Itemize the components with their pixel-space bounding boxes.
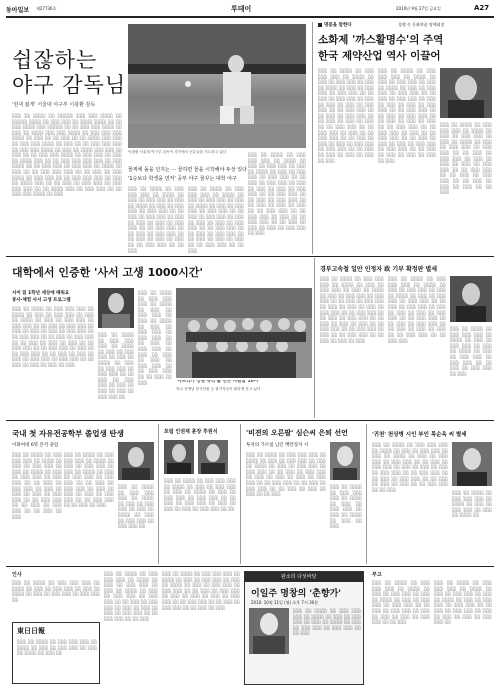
event-ad-title: 이일주 명창의 '춘향가' (251, 589, 342, 599)
story-quote-2: '1승보다 학생을 먼저' 공부 야구 꿈꾸는 대학 야구 (128, 176, 237, 182)
bottom-right-headline: '귀천' 천상병 시인 부인 목순옥 씨 별세 (372, 432, 467, 438)
lead-body-col-1: ░░░ ░░ ░░░░ ░░ ░░░░░ ░░░ ░░░ ░░░░ ░░ ░░░░░ ░░░░ ░░ ░░░ ░░░ ░░ ░░░░ ░░░░ ░░ ░░ ░░░ ░░░░ ░░░ ░░░░░ ░░ ░░ ░░░ ░░░ ░░░░ ░░ ░░░ ░░ ░░░░ ░░░ ░░░ ░░░░ ░░ ░░░ ░░░ ░░░ ░░░░ ░░ ░░░ ░░ ░░ ░░░ ░░ ░░ ░░░░ ░░░ ░░░ ░░ ░░░ ░░░ ░░░░ ░░ ░░░ ░░ ░░ ░░░ ░░░ ░░░ ░░ ░░░ ░░░ ░░░░ ░░ ░░░ ░░ ░░░░ ░░░ ░░░ ░░ ░░░ ░░ ░░ ░░░ ░░░ ░░░░ ░░ ░░░ ░░░ ░░ ░░░ ░░ ░░░░ ░░░ ░░ ░░ ░░░ ░░░ ░░░ ░░░ ░░ ░░░ ░░░░ ░░ ░░ ░░░ ░░░ ░░ ░░░ ░░░ ░░ ░░░░ ░░ ░░░ ░░ ░░ ░░░ ░░░ ░░░ ░░ ░░ ░░░ ░░ ░░░ ░░░░ ░░ ░░░ ░░░ ░░ ░░ ░░░ ░░░ ░░░ ░░ ░░░ ░░ ░░░░ ░░░ ░░ ░░ ░░░ ░░ ░░░ ░░░ ░░ ░░░ ░░░ ░░░ ░░ ░░ ░░░░ ░░░ ░░ ░░░ ░░░ ░░ ░░ ░░░ ░░░ ░░░░ ░░ ░░░ (12, 113, 122, 197)
issue-date: 2010년 9월 27일 금요일 (396, 6, 441, 11)
page-number: A27 (474, 4, 490, 12)
brand-ad-title: 東日日報 (17, 627, 45, 635)
bottom-mid2-subhead: 투자의 가르침 남긴 백만장자 서 (246, 443, 309, 448)
middle-caption-body: 학교 선생님 봉사단원 등 참가자들이 환하게 웃고 있다 (176, 387, 261, 391)
divider-v-5 (366, 424, 367, 564)
column-headline-2: 한국 제약산업 역사 이끌어 (318, 50, 441, 62)
lead-photo-image (128, 24, 306, 148)
column-body-3: ░░░ ░░ ░░░░ ░░ ░░░ ░░░ ░░░ ░░ ░░░░ ░░ ░░░ ░░ ░░░ ░░░ ░░ ░░░ ░░ ░░░░ ░░ ░░░ ░░ ░░░ ░░░ ░░ ░░░ ░░░ ░░ ░░ ░░░ ░░ ░░░ ░░░ ░░ ░░░ ░░ ░░░ ░░ ░░░ ░░ ░░░ ░░░ ░░ ░░ ░░░ ░░░ ░░ ░░ ░░░ ░░ ░░░ ░░░ ░░ ░░ ░░░ ░░ ░░░ ░░ ░░░ ░░ ░░ ░░░ (440, 122, 492, 195)
column-headline-1: 소화제 '까스활명수'의 주역 (318, 34, 444, 46)
obit-body-1: ░░░ ░░ ░░░░ ░░ ░░░ ░░░ ░░░ ░░ ░░░░ ░░ ░░░ ░░ ░░░ ░░░ ░░ ░░░ ░░ ░░░░ ░░ ░░░ ░░ ░░░ ░░░ ░░ ░░░ ░░░ ░░ ░░ ░░░ ░░ ░░░ ░░░ ░░ ░░░ ░░ ░░░ ░░ ░░░ ░░ ░░░ ░░░ ░░ ░░ ░░░ (372, 580, 430, 625)
event-ad-photo (249, 608, 289, 654)
paper-name: 동아일보 (6, 7, 30, 14)
bottom-left-body-1: ░░░ ░░ ░░░░ ░░ ░░░ ░░░ ░░░ ░░ ░░░░ ░░ ░░░ ░░ ░░░ ░░░ ░░ ░░░ ░░ ░░░░ ░░ ░░░ ░░ ░░░ ░░░ ░░ ░░░ ░░░ ░░ ░░ ░░░ ░░ ░░░ ░░░ ░░ ░░░ ░░ ░░░ ░░ ░░░ ░░ ░░░ ░░░ ░░ ░░ ░░░ ░░░ ░░ ░░ ░░░ ░░ ░░░ ░░░ ░░ ░░ ░░░ ░░ ░░░ (12, 452, 62, 519)
second-headline: 대학에서 인증한 '사서 고생 1000시간' (12, 266, 203, 279)
second-subhead-1: 서어 읽 1학년 세상에 배워요 (12, 291, 70, 296)
middle-caption-title: '아프리카 강원 유리'를 만든 사람들 10시 (176, 380, 259, 384)
footer-col-2: ░░░ ░░ ░░░░ ░░ ░░░ ░░░ ░░░ ░░ ░░░░ ░░ ░░░ ░░ ░░░ ░░░ ░░ ░░░ ░░ ░░░░ ░░ ░░░ ░░ ░░░ ░░░ ░░ ░░░ ░░░ ░░ ░░ ░░░ ░░ ░░░ ░░░ ░░ ░░░ ░░ ░░░ ░░ ░░░ ░░ ░░░ ░░░ ░░ ░░ ░░░ ░░░ ░░ ░░ ░░░ (104, 571, 158, 621)
divider-v-2 (314, 258, 315, 418)
bottom-mid1-headline: 포럼 인권재 훈장 후원식 (164, 429, 218, 435)
column-body-2: ░░░ ░░ ░░░░ ░░ ░░░ ░░░ ░░░ ░░ ░░░░ ░░ ░░░ ░░ ░░░ ░░░ ░░ ░░░ ░░ ░░░░ ░░ ░░░ ░░ ░░░ ░░░ ░░ ░░░ ░░░ ░░ ░░ ░░░ ░░ ░░░ ░░░ ░░ ░░░ ░░ ░░░ ░░ ░░░ ░░ ░░░ ░░░ ░░ ░░ ░░░ ░░░ ░░ ░░ ░░░ ░░ ░░░ ░░░ ░░ ░░ ░░░ ░░ ░░░ ░░ ░░░ ░░ ░░ ░░░ ░░░ ░░ ░░ ░░░ ░░░ ░░ ░░░ ░░ ░░ ░░░ ░░░ ░░ ░░ ░░░ ░░ ░░░ ░░ ░░░ ░░ ░░░ ░░░ ░░ ░░░ ░░░ ░░ ░░ ░░░ ░░ ░░░ ░░ ░░░ ░░ ░░░ ░░ ░░░ (378, 68, 436, 163)
section-title: 투데이 (231, 5, 252, 13)
divider-v-1 (312, 22, 313, 254)
bottom-mid1-portrait-2 (198, 440, 228, 474)
masthead-rule (6, 16, 494, 18)
right-middle-headline: 경부고속철 일안 인정자 政 기부 확정판 별세 (320, 266, 438, 273)
footer-col-3: ░░░ ░░ ░░░░ ░░ ░░░ ░░░ ░░░ ░░ ░░░░ ░░ ░░░ ░░ ░░░ ░░░ ░░ ░░░ ░░ ░░░░ ░░ ░░░ ░░ ░░░ ░░░ ░░ ░░░ ░░░ ░░ ░░ ░░░ ░░ ░░░ ░░░ ░░ ░░░ ░░ ░░░ ░░ ░░░ ░░ ░░░ ░░░ ░░ ░░ ░░░ ░░░ ░░ ░░ ░░░ ░░ ░░░ ░░░ ░░ ░░ ░░░ ░░ ░░░ (162, 571, 240, 610)
bottom-mid2-headline: '비젼의 오른팔' 심슨씨 은퇴 선언 (246, 429, 348, 437)
lead-headline-2: 야구 감독님 (12, 73, 127, 97)
lead-body-col-2: ░░░ ░░ ░░░░ ░░ ░░░ ░░░ ░░░ ░░ ░░░░ ░░ ░░░ ░░ ░░░ ░░░ ░░ ░░░ ░░ ░░░░ ░░ ░░░ ░░ ░░░ ░░░ ░░ ░░░ ░░░ ░░ ░░ ░░░ ░░ ░░░ ░░░ ░░ ░░░ ░░ ░░░ ░░ ░░░ ░░ ░░░ ░░░ ░░ ░░ ░░░ ░░░ ░░ ░░ ░░░ ░░ ░░░ ░░░ ░░ ░░ ░░░ ░░ ░░░ ░░ ░░░ ░░ ░░ ░░░ ░░░ ░░ ░░ ░░░ (128, 186, 184, 253)
obit-body-2: ░░░ ░░ ░░░░ ░░ ░░░ ░░░ ░░░ ░░ ░░░░ ░░ ░░░ ░░ ░░░ ░░░ ░░ ░░░ ░░ ░░░░ ░░ ░░░ ░░ ░░░ ░░░ ░░ ░░░ ░░░ ░░ ░░ ░░░ ░░ ░░░ ░░░ ░░ ░░░ ░░ ░░░ ░░ ░░░ ░░ ░░░ ░░░ ░░ (434, 580, 492, 625)
column-portrait (440, 68, 492, 118)
middle-photo (176, 288, 312, 378)
second-body-2: ░░░ ░░ ░░░░ ░░ ░░░ ░░░ ░░░ ░░ ░░░░ ░░ ░░░ ░░ ░░░ ░░░ ░░ ░░░ ░░ ░░░░ ░░ ░░░ ░░ ░░░ ░░░ ░░ ░░░ ░░░ ░░ ░░ ░░░ ░░ ░░░ ░░░ ░░ ░░░ ░░ ░░░ ░░ ░░░ ░░ ░░░ ░░░ ░░ (98, 332, 134, 399)
bottom-right-body-2: ░░░ ░░ ░░░░ ░░ ░░░ ░░░ ░░░ ░░ ░░░░ ░░ ░░░ ░░ ░░░ ░░░ ░░ ░░░ ░░ ░░░░ ░░ (452, 490, 492, 518)
kicker-right: 경쟁 속 동화약품 명예회장 (398, 22, 445, 27)
people-body: ░░░ ░░ ░░░░ ░░ ░░░ ░░░ ░░░ ░░ ░░░░ ░░ ░░░ ░░ ░░░ ░░░ ░░ ░░░ ░░ ░░░░ ░░ ░░░ ░░ ░░░ ░░░ ░░ ░░░ ░░░ ░░ (12, 580, 100, 602)
bottom-left-portrait (118, 442, 154, 480)
lead-photo (128, 24, 306, 148)
divider-h-1 (6, 256, 494, 257)
bottom-mid1-body: ░░░ ░░ ░░░░ ░░ ░░░ ░░░ ░░░ ░░ ░░░░ ░░ ░░░ ░░ ░░░ ░░░ ░░ ░░░ ░░ ░░░░ ░░ ░░░ ░░ ░░░ ░░░ ░░ ░░░ ░░░ ░░ ░░ ░░░ ░░ ░░░ ░░░ ░░ ░░░ ░░ ░░░ ░░ ░░░ ░░ ░░░ ░░░ ░░ ░░ (164, 478, 236, 511)
divider-h-3 (6, 566, 494, 567)
lead-subhead: '현대 젊게' 서울대 야구부 이광환 감독 (12, 102, 96, 108)
second-subhead-2: 봉사·체험 사서 고생 프로그램 (12, 298, 71, 303)
bottom-left-headline: 국내 첫 자유전공학부 졸업생 탄생 (12, 429, 124, 438)
event-ad-list: ░░░ ░░ ░░░░ ░░ ░░░ ░░░ ░░░ ░░ ░░░░ ░░ ░░░ ░░ ░░░ ░░░ ░░ ░░░ ░░ ░░░░ ░░ ░░░ ░░ ░░░ ░░░ ░░ ░░░ ░░░ ░░ ░░ ░░░ (293, 608, 361, 636)
divider-v-3 (158, 424, 159, 564)
bottom-mid2-body-2: ░░░ ░░ ░░░░ ░░ ░░░ ░░░ ░░░ ░░ ░░░░ ░░ ░░░ ░░ ░░░ ░░░ ░░ ░░░ ░░ ░░░░ ░░ ░░░ ░░ ░░░ (330, 484, 362, 529)
second-body-3: ░░░ ░░ ░░░░ ░░ ░░░ ░░░ ░░░ ░░ ░░░░ ░░ ░░░ ░░ ░░░ ░░░ ░░ ░░░ ░░ ░░░░ ░░ ░░░ ░░ ░░░ ░░░ ░░ ░░░ ░░░ ░░ ░░ ░░░ ░░ ░░░ ░░░ ░░ ░░░ ░░ ░░░ ░░ ░░░ ░░ ░░░ ░░░ ░░ ░░ ░░░ ░░░ ░░ ░░ ░░░ ░░ ░░░ (138, 290, 172, 385)
brand-ad (12, 622, 100, 684)
kicker-icon (318, 23, 322, 27)
event-ad (244, 571, 364, 685)
right-middle-portrait (450, 276, 492, 322)
right-middle-body-3: ░░░ ░░ ░░░░ ░░ ░░░ ░░░ ░░░ ░░ ░░░░ ░░ ░░░ ░░ ░░░ ░░░ ░░ ░░░ ░░ ░░░░ ░░ ░░░ ░░ ░░░ ░░░ ░░ ░░░ ░░░ ░░ ░░ ░░░ ░░ ░░░ ░░░ ░░ ░░░ (450, 326, 492, 376)
second-body-1: ░░░ ░░ ░░░░ ░░ ░░░ ░░░ ░░░ ░░ ░░░░ ░░ ░░░ ░░ ░░░ ░░░ ░░ ░░░ ░░ ░░░░ ░░ ░░░ ░░ ░░░ ░░░ ░░ ░░░ ░░░ ░░ ░░ ░░░ ░░ ░░░ ░░░ ░░ ░░░ ░░ ░░░ ░░ ░░░ ░░ ░░░ ░░░ ░░ ░░ ░░░ ░░░ ░░ ░░ ░░░ ░░ ░░░ ░░░ ░░ ░░ ░░░ ░░ ░░░ ░░ ░░░ ░░ ░░ ░░░ ░░░ ░░ ░░ ░░░ ░░░ ░░ ░░░ ░░ ░░ ░░░ ░░░ ░░ ░░ ░░░ ░░ ░░░ ░░ ░░░ ░░ ░░░ ░░░ ░░ ░░░ ░░░ ░░ ░░ ░░░ ░░ ░░░ ░░ ░░░ ░░ ░░░ (12, 306, 94, 367)
bottom-mid2-body-1: ░░░ ░░ ░░░░ ░░ ░░░ ░░░ ░░░ ░░ ░░░░ ░░ ░░░ ░░ ░░░ ░░░ ░░ ░░░ ░░ ░░░░ ░░ ░░░ ░░ ░░░ ░░░ ░░ ░░░ ░░░ ░░ ░░ ░░░ ░░ ░░░ ░░░ ░░ ░░░ ░░ ░░░ ░░ ░░░ ░░ ░░░ ░░░ ░░ ░░ ░░░ ░░░ ░░ ░░ ░░░ ░░ ░░░ ░░░ ░░ ░░ ░░░ ░░ ░░░ ░░ ░░░ ░░ ░░ ░░░ (246, 452, 326, 497)
divider-v-4 (240, 424, 241, 564)
bottom-right-portrait (452, 442, 492, 486)
people-label: 인사 (12, 572, 22, 578)
right-middle-body-1: ░░░ ░░ ░░░░ ░░ ░░░ ░░░ ░░░ ░░ ░░░░ ░░ ░░░ ░░ ░░░ ░░░ ░░ ░░░ ░░ ░░░░ ░░ ░░░ ░░ ░░░ ░░░ ░░ ░░░ ░░░ ░░ ░░ ░░░ ░░ ░░░ ░░░ ░░ ░░░ ░░ ░░░ ░░ ░░░ ░░ ░░░ ░░░ ░░ ░░ ░░░ ░░░ ░░ ░░ ░░░ ░░ ░░░ ░░░ ░░ ░░ ░░░ ░░ ░░░ ░░ ░░░ ░░ ░░ ░░░ ░░░ ░░ ░░ ░░░ ░░░ ░░ ░░░ ░░ ░░ ░░░ ░░░ ░░ ░░ ░░░ ░░ ░░░ ░░ ░░░ (320, 276, 384, 343)
event-ad-banner (245, 572, 363, 582)
right-middle-body-2: ░░░ ░░ ░░░░ ░░ ░░░ ░░░ ░░░ ░░ ░░░░ ░░ ░░░ ░░ ░░░ ░░░ ░░ ░░░ ░░ ░░░░ ░░ ░░░ ░░ ░░░ ░░░ ░░ ░░░ ░░░ ░░ ░░ ░░░ ░░ ░░░ ░░░ ░░ ░░░ ░░ ░░░ ░░ ░░░ ░░ ░░░ ░░░ ░░ ░░ ░░░ ░░░ ░░ ░░ ░░░ ░░ ░░░ ░░░ ░░ ░░ ░░░ ░░ ░░░ ░░ ░░░ ░░ ░░ ░░░ ░░░ ░░ ░░ ░░░ ░░░ (388, 276, 446, 343)
bottom-left-body-3: ░░░ ░░ ░░░░ ░░ ░░░ ░░░ ░░░ ░░ ░░░░ ░░ ░░░ ░░ ░░░ ░░░ ░░ ░░░ ░░ ░░░░ ░░ ░░░ ░░ ░░░ ░░░ ░░ ░░░ ░░░ ░░ (118, 484, 154, 529)
bottom-left-subhead: 이화여대 6명 본격 졸업 (12, 443, 59, 448)
kicker-bar (318, 22, 494, 29)
bottom-right-body-1: ░░░ ░░ ░░░░ ░░ ░░░ ░░░ ░░░ ░░ ░░░░ ░░ ░░░ ░░ ░░░ ░░░ ░░ ░░░ ░░ ░░░░ ░░ ░░░ ░░ ░░░ ░░░ ░░ ░░░ ░░░ ░░ ░░ ░░░ ░░ ░░░ ░░░ ░░ ░░░ ░░ ░░░ ░░ ░░░ ░░ ░░░ ░░░ ░░ ░░ ░░░ ░░░ ░░ ░░ ░░░ ░░ ░░░ ░░░ ░░ ░░ ░░░ ░░ ░░░ ░░ ░░░ ░░ ░░ ░░░ ░░░ ░░ ░░ ░░░ (372, 442, 448, 492)
lead-photo-caption: 이광환 서울대 야구부 감독이 경기에서 선수들을 지도하고 있다 (128, 150, 227, 154)
lead-body-col-3: ░░░ ░░ ░░░░ ░░ ░░░ ░░░ ░░░ ░░ ░░░░ ░░ ░░░ ░░ ░░░ ░░░ ░░ ░░░ ░░ ░░░░ ░░ ░░░ ░░ ░░░ ░░░ ░░ ░░░ ░░░ ░░ ░░ ░░░ ░░ ░░░ ░░░ ░░ ░░░ ░░ ░░░ ░░ ░░░ ░░ ░░░ ░░░ ░░ ░░ ░░░ ░░░ ░░ ░░ ░░░ ░░ ░░░ ░░░ ░░ ░░ ░░░ ░░ ░░░ ░░ ░░░ ░░ ░░ ░░░ ░░░ ░░ ░░ ░░░ (188, 186, 244, 253)
lead-body-col-4: ░░░ ░░ ░░░░ ░░ ░░░ ░░░ ░░░ ░░ ░░░░ ░░ ░░░ ░░ ░░░ ░░░ ░░ ░░░ ░░ ░░░░ ░░ ░░░ ░░ ░░░ ░░░ ░░ ░░░ ░░░ ░░ ░░ ░░░ ░░ ░░░ ░░░ ░░ ░░░ ░░ ░░░ ░░ ░░░ ░░ ░░░ ░░░ ░░ ░░ ░░░ ░░░ ░░ ░░ ░░░ ░░ ░░░ ░░░ ░░ ░░ ░░░ ░░ ░░░ ░░ ░░░ ░░ ░░ ░░░ ░░░ ░░ ░░ ░░░ ░░░ ░░ ░░░ ░░ ░░ ░░░ ░░░ ░░ ░░ ░░░ ░░ ░░░ ░░ ░░░ ░░ ░░░ ░░░ ░░ ░░░ (248, 152, 306, 236)
bottom-left-body-2: ░░░ ░░ ░░░░ ░░ ░░░ ░░░ ░░░ ░░ ░░░░ ░░ ░░░ ░░ ░░░ ░░░ ░░ ░░░ ░░ ░░░░ ░░ ░░░ ░░ ░░░ ░░░ ░░ ░░░ ░░░ ░░ ░░ ░░░ ░░ ░░░ ░░░ ░░ ░░░ ░░ ░░░ ░░ ░░░ ░░ ░░░ ░░░ ░░ ░░ ░░░ ░░░ ░░ ░░ ░░░ ░░ ░░░ (64, 452, 114, 508)
story-quote-1: 꼴찌에 돌을 던지는 ··· 꼴하면 꼴을 시작해야 두상 있다 (128, 167, 247, 173)
bottom-mid1-portrait-1 (164, 440, 194, 474)
column-body-1: ░░░ ░░ ░░░░ ░░ ░░░ ░░░ ░░░ ░░ ░░░░ ░░ ░░░ ░░ ░░░ ░░░ ░░ ░░░ ░░ ░░░░ ░░ ░░░ ░░ ░░░ ░░░ ░░ ░░░ ░░░ ░░ ░░ ░░░ ░░ ░░░ ░░░ ░░ ░░░ ░░ ░░░ ░░ ░░░ ░░ ░░░ ░░░ ░░ ░░ ░░░ ░░░ ░░ ░░ ░░░ ░░ ░░░ ░░░ ░░ ░░ ░░░ ░░ ░░░ ░░ ░░░ ░░ ░░ ░░░ ░░░ ░░ ░░ ░░░ ░░░ ░░ ░░░ ░░ ░░ ░░░ ░░░ ░░ ░░ ░░░ ░░ ░░░ ░░ ░░░ ░░ ░░░ ░░░ ░░ ░░░ ░░░ ░░ ░░ ░░░ ░░ ░░░ ░░ ░░░ ░░ ░░░ ░░ ░░░ (318, 68, 374, 163)
event-ad-schedule: 2010. 10월 11일 (월) 오후 7시 30분 (251, 600, 319, 605)
event-ad-banner-label: 판소리 다섯바탕 (281, 574, 317, 580)
masthead (6, 4, 494, 16)
kicker-label: 명품을 말한다 (324, 23, 352, 28)
obit-label: 부고 (372, 572, 382, 578)
issue-number: 제27736호 (36, 6, 57, 11)
divider-h-2 (6, 420, 494, 421)
brand-ad-body: ░░░ ░░ ░░░░ ░░ ░░░ ░░░ ░░░ ░░ ░░░░ ░░ ░░░ ░░ ░░░ ░░░ ░░ ░░░ ░░ ░░░░ ░░ ░░░ ░░ (17, 639, 97, 656)
second-portrait (98, 288, 134, 328)
lead-headline-1: 쉽잖하는 (12, 48, 98, 72)
bottom-mid2-portrait (330, 442, 360, 480)
